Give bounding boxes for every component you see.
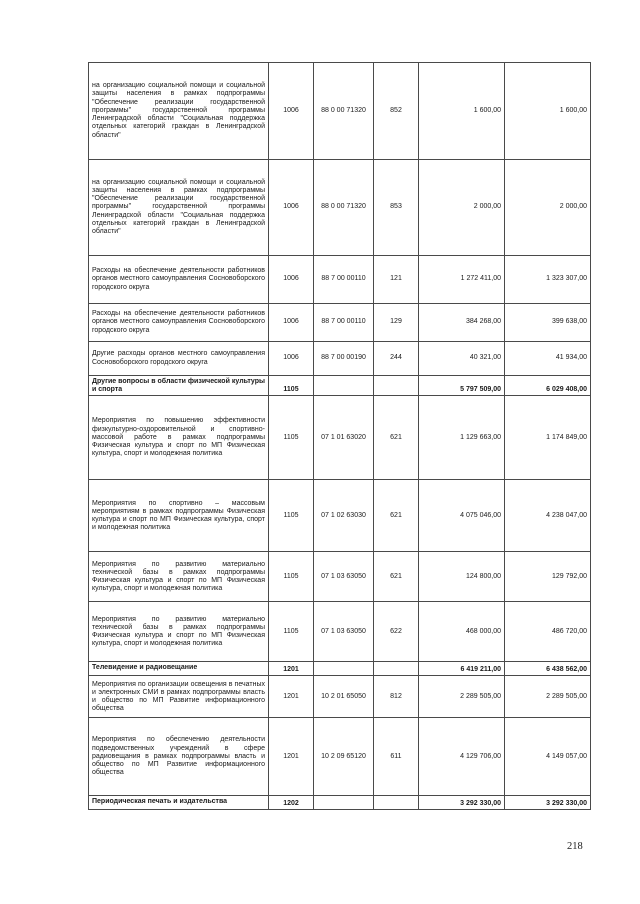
row-amount-year-1: 6 419 211,00	[419, 662, 505, 676]
row-expense-type: 621	[374, 552, 419, 602]
page-number: 218	[567, 841, 583, 852]
row-section-code: 1105	[269, 480, 314, 552]
row-expense-type: 621	[374, 480, 419, 552]
row-amount-year-2: 129 792,00	[505, 552, 591, 602]
row-expense-type: 121	[374, 256, 419, 304]
row-section-code: 1201	[269, 718, 314, 796]
row-description: Мероприятия по обеспечению деятельности подведомственных учреждений в сфере радиовещания в рамках подпрограммы власть и общество по МП Развитие информационного общества	[89, 718, 269, 796]
row-description: Мероприятия по организации освещения в печатных и электронных СМИ в рамках подпрограммы власть и общество по МП Развитие информационного общества	[89, 676, 269, 718]
table-row	[89, 676, 591, 718]
row-section-code: 1006	[269, 160, 314, 256]
row-article-code	[314, 376, 374, 396]
row-article-code: 07 1 03 63050	[314, 602, 374, 662]
budget-table-body	[89, 63, 591, 810]
row-amount-year-1: 40 321,00	[419, 342, 505, 376]
table-row	[89, 63, 591, 160]
table-row	[89, 480, 591, 552]
row-amount-year-1: 468 000,00	[419, 602, 505, 662]
row-section-code: 1006	[269, 256, 314, 304]
table-row	[89, 396, 591, 480]
row-amount-year-2: 1 174 849,00	[505, 396, 591, 480]
row-amount-year-1: 3 292 330,00	[419, 796, 505, 810]
row-amount-year-1: 4 075 046,00	[419, 480, 505, 552]
row-article-code: 88 0 00 71320	[314, 63, 374, 160]
row-article-code: 88 0 00 71320	[314, 160, 374, 256]
row-amount-year-2: 4 238 047,00	[505, 480, 591, 552]
row-article-code: 10 2 09 65120	[314, 718, 374, 796]
row-expense-type	[374, 796, 419, 810]
row-article-code: 88 7 00 00110	[314, 304, 374, 342]
row-expense-type	[374, 376, 419, 396]
row-section-code: 1105	[269, 552, 314, 602]
table-row	[89, 342, 591, 376]
row-expense-type: 812	[374, 676, 419, 718]
row-amount-year-2: 2 000,00	[505, 160, 591, 256]
table-section-row	[89, 376, 591, 396]
row-amount-year-1: 1 272 411,00	[419, 256, 505, 304]
table-section-row	[89, 662, 591, 676]
row-expense-type: 853	[374, 160, 419, 256]
row-article-code: 88 7 00 00110	[314, 256, 374, 304]
row-section-code: 1201	[269, 676, 314, 718]
row-description: Мероприятия по развитию материально технической базы в рамках подпрограммы Физическая культура и спорт по МП Физическая культура, спорт и молодежная политика	[89, 602, 269, 662]
table-row	[89, 718, 591, 796]
row-expense-type	[374, 662, 419, 676]
row-amount-year-2: 1 600,00	[505, 63, 591, 160]
row-section-code: 1202	[269, 796, 314, 810]
row-article-code: 07 1 01 63020	[314, 396, 374, 480]
row-amount-year-1: 2 289 505,00	[419, 676, 505, 718]
row-section-code: 1105	[269, 602, 314, 662]
row-amount-year-2: 4 149 057,00	[505, 718, 591, 796]
row-expense-type: 244	[374, 342, 419, 376]
table-row	[89, 256, 591, 304]
row-section-code: 1006	[269, 342, 314, 376]
row-expense-type: 622	[374, 602, 419, 662]
table-row	[89, 304, 591, 342]
row-amount-year-1: 4 129 706,00	[419, 718, 505, 796]
row-amount-year-1: 5 797 509,00	[419, 376, 505, 396]
row-description: Расходы на обеспечение деятельности работников органов местного самоуправления Сосновоборского городского округа	[89, 304, 269, 342]
row-section-code: 1006	[269, 63, 314, 160]
row-description: Другие расходы органов местного самоуправления Сосновоборского городского округа	[89, 342, 269, 376]
table-row	[89, 160, 591, 256]
row-description: Мероприятия по повышению эффективности физкультурно-оздоровительной и спортивно-массовой работе в рамках подпрограммы Физическая культура и спорт по МП Физическая культура, спорт и молодежная политика	[89, 396, 269, 480]
row-amount-year-2: 41 934,00	[505, 342, 591, 376]
row-amount-year-1: 1 129 663,00	[419, 396, 505, 480]
row-amount-year-2: 6 438 562,00	[505, 662, 591, 676]
row-amount-year-2: 1 323 307,00	[505, 256, 591, 304]
row-amount-year-2: 399 638,00	[505, 304, 591, 342]
row-description: Другие вопросы в области физической культуры и спорта	[89, 376, 269, 396]
row-section-code: 1006	[269, 304, 314, 342]
row-description: Мероприятия по спортивно – массовым мероприятиям в рамках подпрограммы Физическая культура и спорт по МП Физическая культура, спорт и молодежная политика	[89, 480, 269, 552]
row-amount-year-1: 1 600,00	[419, 63, 505, 160]
row-amount-year-1: 384 268,00	[419, 304, 505, 342]
table-section-row	[89, 796, 591, 810]
row-amount-year-2: 486 720,00	[505, 602, 591, 662]
row-description: Телевидение и радиовещание	[89, 662, 269, 676]
row-description: на организацию социальной помощи и социальной защиты населения в рамках подпрограммы "Обеспечение реализации государственной программы" государственной программы Ленинградской области "Социальная поддержка отдельных категорий граждан в Ленинградской области"	[89, 63, 269, 160]
row-article-code: 88 7 00 00190	[314, 342, 374, 376]
row-description: Расходы на обеспечение деятельности работников органов местного самоуправления Сосновоборского городского округа	[89, 256, 269, 304]
row-description: на организацию социальной помощи и социальной защиты населения в рамках подпрограммы "Обеспечение реализации государственной программы" государственной программы Ленинградской области "Социальная поддержка отдельных категорий граждан в Ленинградской области"	[89, 160, 269, 256]
row-amount-year-1: 2 000,00	[419, 160, 505, 256]
row-article-code: 07 1 02 63030	[314, 480, 374, 552]
row-expense-type: 129	[374, 304, 419, 342]
row-description: Периодическая печать и издательства	[89, 796, 269, 810]
row-section-code: 1105	[269, 376, 314, 396]
table-row	[89, 602, 591, 662]
row-article-code: 10 2 01 65050	[314, 676, 374, 718]
row-expense-type: 611	[374, 718, 419, 796]
row-expense-type: 852	[374, 63, 419, 160]
row-amount-year-2: 3 292 330,00	[505, 796, 591, 810]
row-amount-year-1: 124 800,00	[419, 552, 505, 602]
row-article-code	[314, 796, 374, 810]
row-expense-type: 621	[374, 396, 419, 480]
table-row	[89, 552, 591, 602]
row-section-code: 1201	[269, 662, 314, 676]
row-amount-year-2: 6 029 408,00	[505, 376, 591, 396]
row-article-code	[314, 662, 374, 676]
row-amount-year-2: 2 289 505,00	[505, 676, 591, 718]
row-description: Мероприятия по развитию материально технической базы в рамках подпрограммы Физическая культура и спорт по МП Физическая культура, спорт и молодежная политика	[89, 552, 269, 602]
row-section-code: 1105	[269, 396, 314, 480]
row-article-code: 07 1 03 63050	[314, 552, 374, 602]
budget-table	[88, 62, 591, 810]
